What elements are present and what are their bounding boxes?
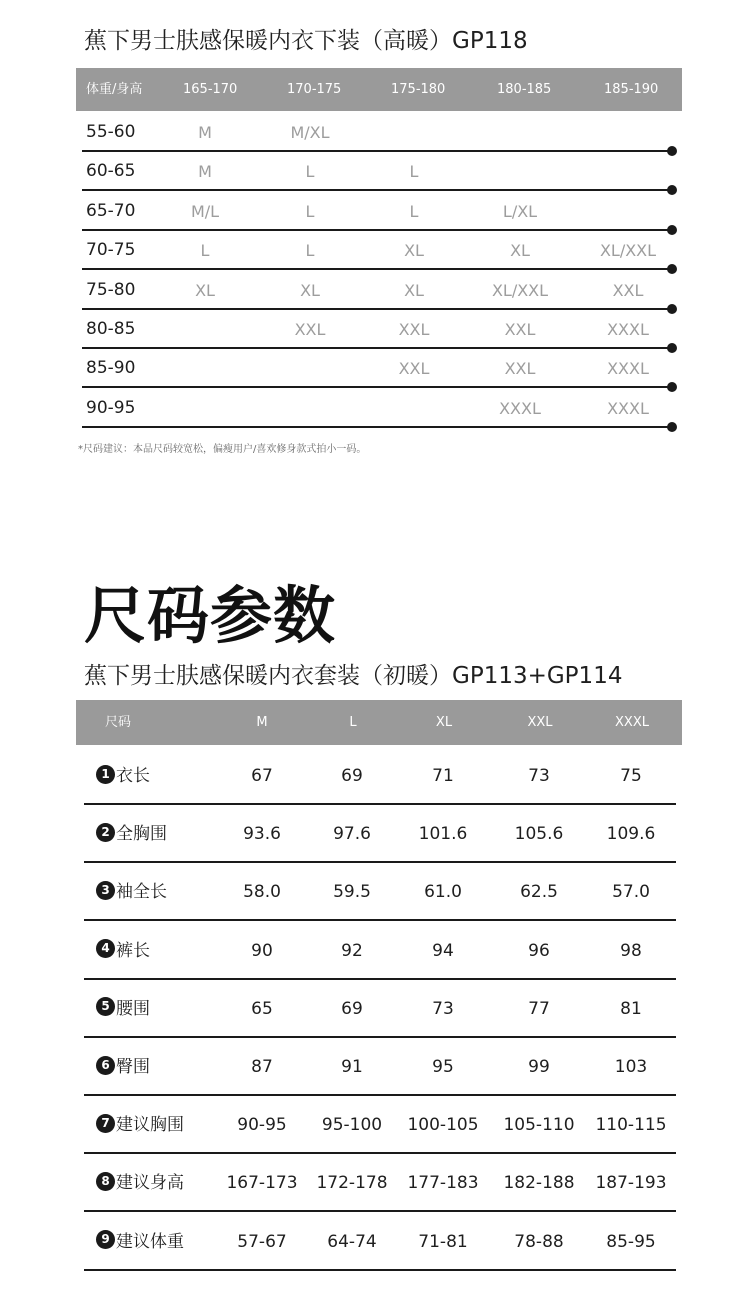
weight-row <box>76 310 682 349</box>
measurement-value: 172-178 <box>316 1173 388 1194</box>
measurement-value: 69 <box>341 998 363 1019</box>
recommended-size: XXL <box>504 359 536 379</box>
set-size-table-header <box>76 700 682 745</box>
measurement-value: 182-188 <box>503 1173 575 1194</box>
recommended-size: L <box>200 241 210 261</box>
measurement-value: 85-95 <box>606 1231 656 1252</box>
measurement-value: 94 <box>432 940 454 961</box>
set-size-table-title: 蕉下男士肤感保暖内衣套装（初暖）GP113+GP114 <box>84 663 623 689</box>
recommended-size <box>265 389 355 428</box>
weight-range: 60-65 <box>86 161 136 182</box>
recommended-size <box>583 192 673 231</box>
size-header: XXL <box>527 715 553 730</box>
weight-row <box>76 192 682 231</box>
weight-row <box>76 113 682 152</box>
measurement-row <box>76 863 682 921</box>
recommended-size <box>475 113 565 152</box>
height-header: 170-175 <box>287 82 342 97</box>
recommended-size: L <box>305 162 315 182</box>
measurement-value: 187-193 <box>595 1173 667 1194</box>
recommended-size: M <box>198 162 212 182</box>
height-header: 175-180 <box>391 82 446 97</box>
measurement-value: 110-115 <box>595 1115 667 1136</box>
recommended-size: XXXL <box>607 320 649 339</box>
measurement-value: 78-88 <box>514 1231 564 1252</box>
measurement-row <box>76 1038 682 1096</box>
measurement-value: 64-74 <box>327 1231 377 1252</box>
measurement-value: 65 <box>251 998 273 1019</box>
pants-size-table-title: 蕉下男士肤感保暖内衣下装（高暖）GP118 <box>84 28 528 54</box>
number-badge: 5 <box>96 997 115 1016</box>
measurement-label <box>96 1038 150 1096</box>
measurement-value: 58.0 <box>243 882 281 903</box>
row-divider <box>84 1269 676 1271</box>
recommended-size: XXL <box>504 320 536 339</box>
measurement-value: 103 <box>614 1057 648 1077</box>
recommended-size: M <box>198 123 212 142</box>
recommended-size <box>369 113 459 152</box>
size-header: XL <box>435 715 453 730</box>
measurement-row <box>76 980 682 1038</box>
recommended-size <box>583 152 673 191</box>
measurement-label <box>96 805 167 863</box>
measurement-value: 95 <box>432 1057 454 1077</box>
recommended-size: XXL <box>612 280 644 300</box>
measurement-label <box>96 922 150 980</box>
measurement-name: 裤长 <box>116 940 150 961</box>
size-header: L <box>349 715 357 730</box>
measurement-name: 建议胸围 <box>116 1115 184 1136</box>
measurement-row <box>76 1213 682 1271</box>
measurement-label <box>96 747 150 805</box>
recommended-size <box>475 152 565 191</box>
height-header: 165-170 <box>183 82 238 97</box>
measurement-value: 93.6 <box>243 824 281 845</box>
measurement-value: 92 <box>341 940 363 961</box>
measurement-name: 建议身高 <box>116 1173 184 1194</box>
measurement-row <box>76 1154 682 1212</box>
measurement-value: 90 <box>251 940 273 961</box>
measurement-value: 67 <box>251 766 273 786</box>
size-header: XXXL <box>615 715 649 730</box>
recommended-size: L <box>305 201 315 221</box>
measurement-value: 167-173 <box>226 1173 298 1194</box>
recommended-size: XXXL <box>499 398 541 418</box>
recommended-size: XXXL <box>607 398 649 418</box>
measurement-value: 57.0 <box>612 882 650 903</box>
weight-range: 90-95 <box>86 397 136 418</box>
weight-range: 70-75 <box>86 240 136 261</box>
measurement-value: 61.0 <box>424 882 462 903</box>
measurement-name: 臀围 <box>116 1057 150 1077</box>
recommended-size: L <box>305 241 315 261</box>
weight-range: 75-80 <box>86 279 136 300</box>
measurement-value: 75 <box>620 766 642 786</box>
number-badge: 8 <box>96 1172 115 1191</box>
recommended-size <box>583 113 673 152</box>
measurement-name: 建议体重 <box>116 1231 184 1252</box>
measurement-label <box>96 1213 184 1271</box>
measurement-value: 100-105 <box>407 1115 479 1136</box>
size-advice-note: *尺码建议：本品尺码较宽松，偏瘦用户/喜欢修身款式拍小一码。 <box>78 444 367 455</box>
measurement-value: 101.6 <box>418 824 468 845</box>
number-badge: 9 <box>96 1230 115 1249</box>
measurement-label <box>96 980 150 1038</box>
measurement-value: 109.6 <box>606 824 656 845</box>
pants-size-table-header <box>76 68 682 111</box>
measurement-name: 袖全长 <box>116 882 167 903</box>
measurement-row <box>76 805 682 863</box>
recommended-size: XL/XXL <box>599 241 657 261</box>
measurement-value: 90-95 <box>237 1115 287 1136</box>
row-divider <box>82 426 672 428</box>
measurement-label <box>96 863 167 921</box>
measurement-value: 73 <box>528 766 550 786</box>
weight-range: 65-70 <box>86 200 136 221</box>
recommended-size: XL <box>300 280 320 300</box>
measurement-row <box>76 922 682 980</box>
weight-range: 80-85 <box>86 319 136 339</box>
recommended-size <box>265 349 355 388</box>
measurement-value: 98 <box>620 940 642 961</box>
weight-row <box>76 152 682 191</box>
number-badge: 3 <box>96 881 115 900</box>
size-header: M <box>256 715 268 730</box>
number-badge: 4 <box>96 939 115 958</box>
recommended-size: XL <box>404 241 424 261</box>
measurement-label <box>96 1096 184 1154</box>
measurement-label <box>96 1154 184 1212</box>
divider-dot <box>667 422 677 432</box>
weight-range: 85-90 <box>86 358 136 379</box>
corner-label: 尺码 <box>104 715 131 730</box>
measurement-row <box>76 747 682 805</box>
recommended-size: M/L <box>190 201 220 221</box>
measurement-value: 97.6 <box>333 824 371 845</box>
number-badge: 2 <box>96 823 115 842</box>
recommended-size: XL <box>510 241 530 261</box>
recommended-size: XXL <box>398 320 430 339</box>
measurement-value: 69 <box>341 766 363 786</box>
measurement-value: 96 <box>528 940 550 961</box>
measurement-row <box>76 1096 682 1154</box>
recommended-size <box>369 389 459 428</box>
size-params-heading: 尺码参数 <box>84 579 337 652</box>
measurement-value: 87 <box>251 1057 273 1077</box>
corner-label: 体重/身高 <box>86 82 143 97</box>
measurement-value: 71-81 <box>418 1231 468 1252</box>
weight-row <box>76 231 682 270</box>
weight-row <box>76 389 682 428</box>
measurement-value: 99 <box>528 1057 550 1077</box>
number-badge: 7 <box>96 1114 115 1133</box>
weight-row <box>76 349 682 388</box>
measurement-name: 全胸围 <box>116 824 167 845</box>
measurement-value: 81 <box>620 998 642 1019</box>
measurement-value: 57-67 <box>237 1231 287 1252</box>
recommended-size: XL <box>404 280 424 300</box>
number-badge: 1 <box>96 765 115 784</box>
recommended-size: L/XL <box>502 201 538 221</box>
recommended-size: XXL <box>294 320 326 339</box>
recommended-size: XL/XXL <box>491 280 549 300</box>
measurement-name: 腰围 <box>116 998 150 1019</box>
recommended-size <box>160 310 250 349</box>
measurement-value: 95-100 <box>321 1115 383 1136</box>
measurement-name: 衣长 <box>116 766 150 786</box>
measurement-value: 59.5 <box>333 882 371 903</box>
measurement-value: 71 <box>432 766 454 786</box>
measurement-value: 73 <box>432 998 454 1019</box>
measurement-value: 177-183 <box>407 1173 479 1194</box>
recommended-size: L <box>409 201 419 221</box>
measurement-value: 91 <box>341 1057 363 1077</box>
recommended-size: M/XL <box>290 123 330 142</box>
recommended-size: L <box>409 162 419 182</box>
recommended-size: XXXL <box>607 359 649 379</box>
measurement-value: 105-110 <box>503 1115 575 1136</box>
measurement-value: 62.5 <box>520 882 558 903</box>
measurement-value: 77 <box>528 998 550 1019</box>
height-header: 180-185 <box>497 82 552 97</box>
measurement-value: 105.6 <box>514 824 564 845</box>
weight-row <box>76 271 682 310</box>
weight-range: 55-60 <box>86 122 136 142</box>
number-badge: 6 <box>96 1056 115 1075</box>
recommended-size <box>160 389 250 428</box>
recommended-size: XXL <box>398 359 430 379</box>
recommended-size <box>160 349 250 388</box>
height-header: 185-190 <box>604 82 659 97</box>
recommended-size: XL <box>195 280 215 300</box>
